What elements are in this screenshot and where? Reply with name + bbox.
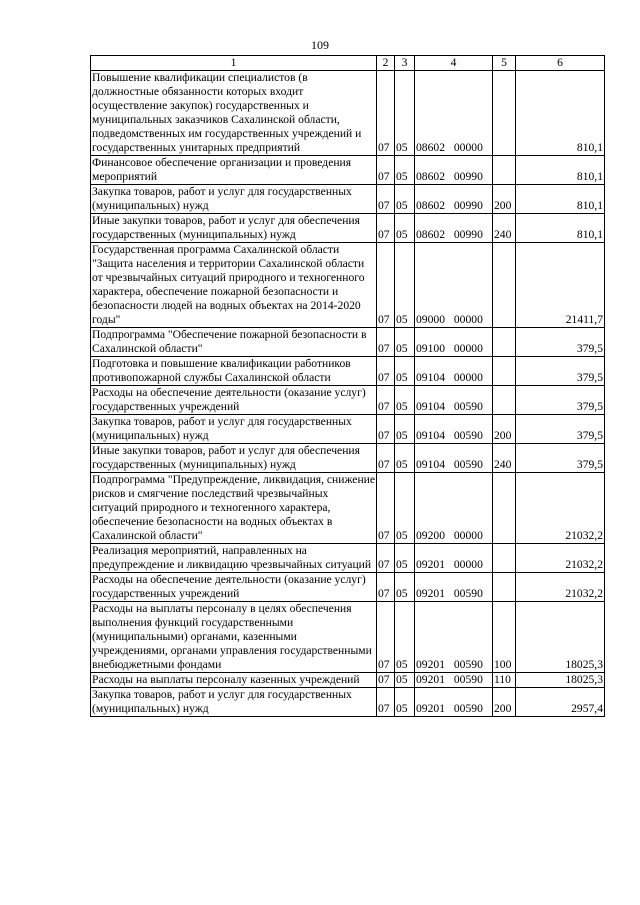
row-expense-type: 200 xyxy=(493,185,516,214)
row-amount: 21411,7 xyxy=(516,243,605,328)
row-amount: 21032,2 xyxy=(516,573,605,602)
row-target-article: 09201 00590 xyxy=(415,673,493,688)
row-name: Реализация мероприятий, направленных на предупреждение и ликвидацию чрезвычайных ситуаций xyxy=(91,544,377,573)
row-expense-type: 110 xyxy=(493,673,516,688)
row-amount: 21032,2 xyxy=(516,544,605,573)
header-col-4: 4 xyxy=(415,56,493,71)
row-subsection: 05 xyxy=(395,156,415,185)
table-row xyxy=(91,544,605,573)
row-amount: 810,1 xyxy=(516,71,605,156)
table-row xyxy=(91,688,605,717)
row-section: 07 xyxy=(377,415,395,444)
row-target-article: 08602 00990 xyxy=(415,156,493,185)
row-name: Государственная программа Сахалинской области "Защита населения и территории Сахалинской области от чрезвычайных ситуаций природного и техногенного характера, обеспечение пожарной безопасности и безопасности людей на водных объектах на 2014-2020 годы" xyxy=(91,243,377,328)
row-expense-type xyxy=(493,328,516,357)
row-subsection: 05 xyxy=(395,185,415,214)
row-amount: 21032,2 xyxy=(516,473,605,544)
row-target-article: 09104 00590 xyxy=(415,444,493,473)
row-name: Финансовое обеспечение организации и проведения мероприятий xyxy=(91,156,377,185)
row-amount: 379,5 xyxy=(516,386,605,415)
table-row xyxy=(91,156,605,185)
row-target-article: 09201 00590 xyxy=(415,602,493,673)
row-section: 07 xyxy=(377,386,395,415)
row-target-article: 09000 00000 xyxy=(415,243,493,328)
budget-table xyxy=(90,55,605,717)
row-subsection: 05 xyxy=(395,357,415,386)
row-subsection: 05 xyxy=(395,386,415,415)
row-subsection: 05 xyxy=(395,573,415,602)
row-section: 07 xyxy=(377,243,395,328)
row-expense-type xyxy=(493,156,516,185)
row-amount: 379,5 xyxy=(516,328,605,357)
row-target-article: 08602 00000 xyxy=(415,71,493,156)
row-amount: 379,5 xyxy=(516,415,605,444)
row-subsection: 05 xyxy=(395,473,415,544)
row-subsection: 05 xyxy=(395,602,415,673)
row-section: 07 xyxy=(377,473,395,544)
row-name: Подпрограмма "Обеспечение пожарной безопасности в Сахалинской области" xyxy=(91,328,377,357)
row-subsection: 05 xyxy=(395,214,415,243)
row-section: 07 xyxy=(377,328,395,357)
row-amount: 18025,3 xyxy=(516,673,605,688)
row-expense-type xyxy=(493,243,516,328)
table-row xyxy=(91,185,605,214)
row-section: 07 xyxy=(377,214,395,243)
row-expense-type xyxy=(493,71,516,156)
header-col-3: 3 xyxy=(395,56,415,71)
header-col-2: 2 xyxy=(377,56,395,71)
row-target-article: 08602 00990 xyxy=(415,214,493,243)
row-section: 07 xyxy=(377,688,395,717)
row-section: 07 xyxy=(377,185,395,214)
row-expense-type: 240 xyxy=(493,444,516,473)
row-target-article: 09104 00590 xyxy=(415,386,493,415)
row-subsection: 05 xyxy=(395,415,415,444)
row-expense-type: 200 xyxy=(493,415,516,444)
row-expense-type xyxy=(493,573,516,602)
table-row xyxy=(91,386,605,415)
table-row xyxy=(91,415,605,444)
row-section: 07 xyxy=(377,573,395,602)
row-target-article: 09201 00000 xyxy=(415,544,493,573)
row-expense-type: 200 xyxy=(493,688,516,717)
table-row xyxy=(91,573,605,602)
row-expense-type xyxy=(493,473,516,544)
table-row xyxy=(91,357,605,386)
row-subsection: 05 xyxy=(395,673,415,688)
row-name: Закупка товаров, работ и услуг для государственных (муниципальных) нужд xyxy=(91,185,377,214)
header-col-1: 1 xyxy=(91,56,377,71)
row-expense-type xyxy=(493,544,516,573)
row-subsection: 05 xyxy=(395,71,415,156)
header-col-5: 5 xyxy=(493,56,516,71)
row-target-article: 09201 00590 xyxy=(415,688,493,717)
row-expense-type xyxy=(493,386,516,415)
row-target-article: 08602 00990 xyxy=(415,185,493,214)
row-expense-type xyxy=(493,357,516,386)
row-amount: 379,5 xyxy=(516,444,605,473)
table-header xyxy=(91,56,605,71)
row-name: Расходы на обеспечение деятельности (оказание услуг) государственных учреждений xyxy=(91,386,377,415)
row-amount: 18025,3 xyxy=(516,602,605,673)
header-col-6: 6 xyxy=(516,56,605,71)
row-subsection: 05 xyxy=(395,444,415,473)
row-section: 07 xyxy=(377,357,395,386)
table-row xyxy=(91,444,605,473)
row-name: Расходы на обеспечение деятельности (оказание услуг) государственных учреждений xyxy=(91,573,377,602)
row-target-article: 09200 00000 xyxy=(415,473,493,544)
row-amount: 810,1 xyxy=(516,156,605,185)
row-name: Подготовка и повышение квалификации работников противопожарной службы Сахалинской области xyxy=(91,357,377,386)
table-row xyxy=(91,243,605,328)
row-section: 07 xyxy=(377,156,395,185)
row-name: Расходы на выплаты персоналу в целях обеспечения выполнения функций государственными (муниципальными) органами, казенными учреждениями, органами управления государственными внебюджетными фондами xyxy=(91,602,377,673)
row-subsection: 05 xyxy=(395,544,415,573)
row-name: Закупка товаров, работ и услуг для государственных (муниципальных) нужд xyxy=(91,688,377,717)
row-name: Повышение квалификации специалистов (в должностные обязанности которых входит осуществление закупок) государственных и муниципальных заказчиков Сахалинской области, подведомственных им государственных учреждений и государственных унитарных предприятий xyxy=(91,71,377,156)
row-section: 07 xyxy=(377,673,395,688)
row-section: 07 xyxy=(377,71,395,156)
table-row xyxy=(91,214,605,243)
row-section: 07 xyxy=(377,544,395,573)
row-amount: 810,1 xyxy=(516,185,605,214)
row-expense-type: 100 xyxy=(493,602,516,673)
row-target-article: 09104 00000 xyxy=(415,357,493,386)
row-subsection: 05 xyxy=(395,328,415,357)
row-name: Подпрограмма "Предупреждение, ликвидация, снижение рисков и смягчение последствий чрезвычайных ситуаций природного и техногенного характера, обеспечение безопасности на водных объектах в Сахалинской области" xyxy=(92,473,376,542)
row-subsection: 05 xyxy=(395,243,415,328)
row-target-article: 09104 00590 xyxy=(415,415,493,444)
row-section: 07 xyxy=(377,444,395,473)
table-row xyxy=(91,673,605,688)
row-target-article: 09100 00000 xyxy=(415,328,493,357)
row-name: Закупка товаров, работ и услуг для государственных (муниципальных) нужд xyxy=(91,415,377,444)
row-section: 07 xyxy=(377,602,395,673)
row-name: Иные закупки товаров, работ и услуг для обеспечения государственных (муниципальных) нужд xyxy=(91,444,377,473)
row-subsection: 05 xyxy=(395,688,415,717)
row-expense-type: 240 xyxy=(493,214,516,243)
row-amount: 2957,4 xyxy=(516,688,605,717)
table-row xyxy=(91,473,605,544)
page-number: 109 xyxy=(311,38,329,52)
table-row xyxy=(91,328,605,357)
row-amount: 379,5 xyxy=(516,357,605,386)
header-row xyxy=(91,56,605,71)
row-name: Иные закупки товаров, работ и услуг для обеспечения государственных (муниципальных) нужд xyxy=(91,214,377,243)
table-row xyxy=(91,71,605,156)
row-target-article: 09201 00590 xyxy=(415,573,493,602)
row-amount: 810,1 xyxy=(516,214,605,243)
table-body xyxy=(91,71,605,717)
table-row xyxy=(91,602,605,673)
row-name: Расходы на выплаты персоналу казенных учреждений xyxy=(91,673,377,688)
